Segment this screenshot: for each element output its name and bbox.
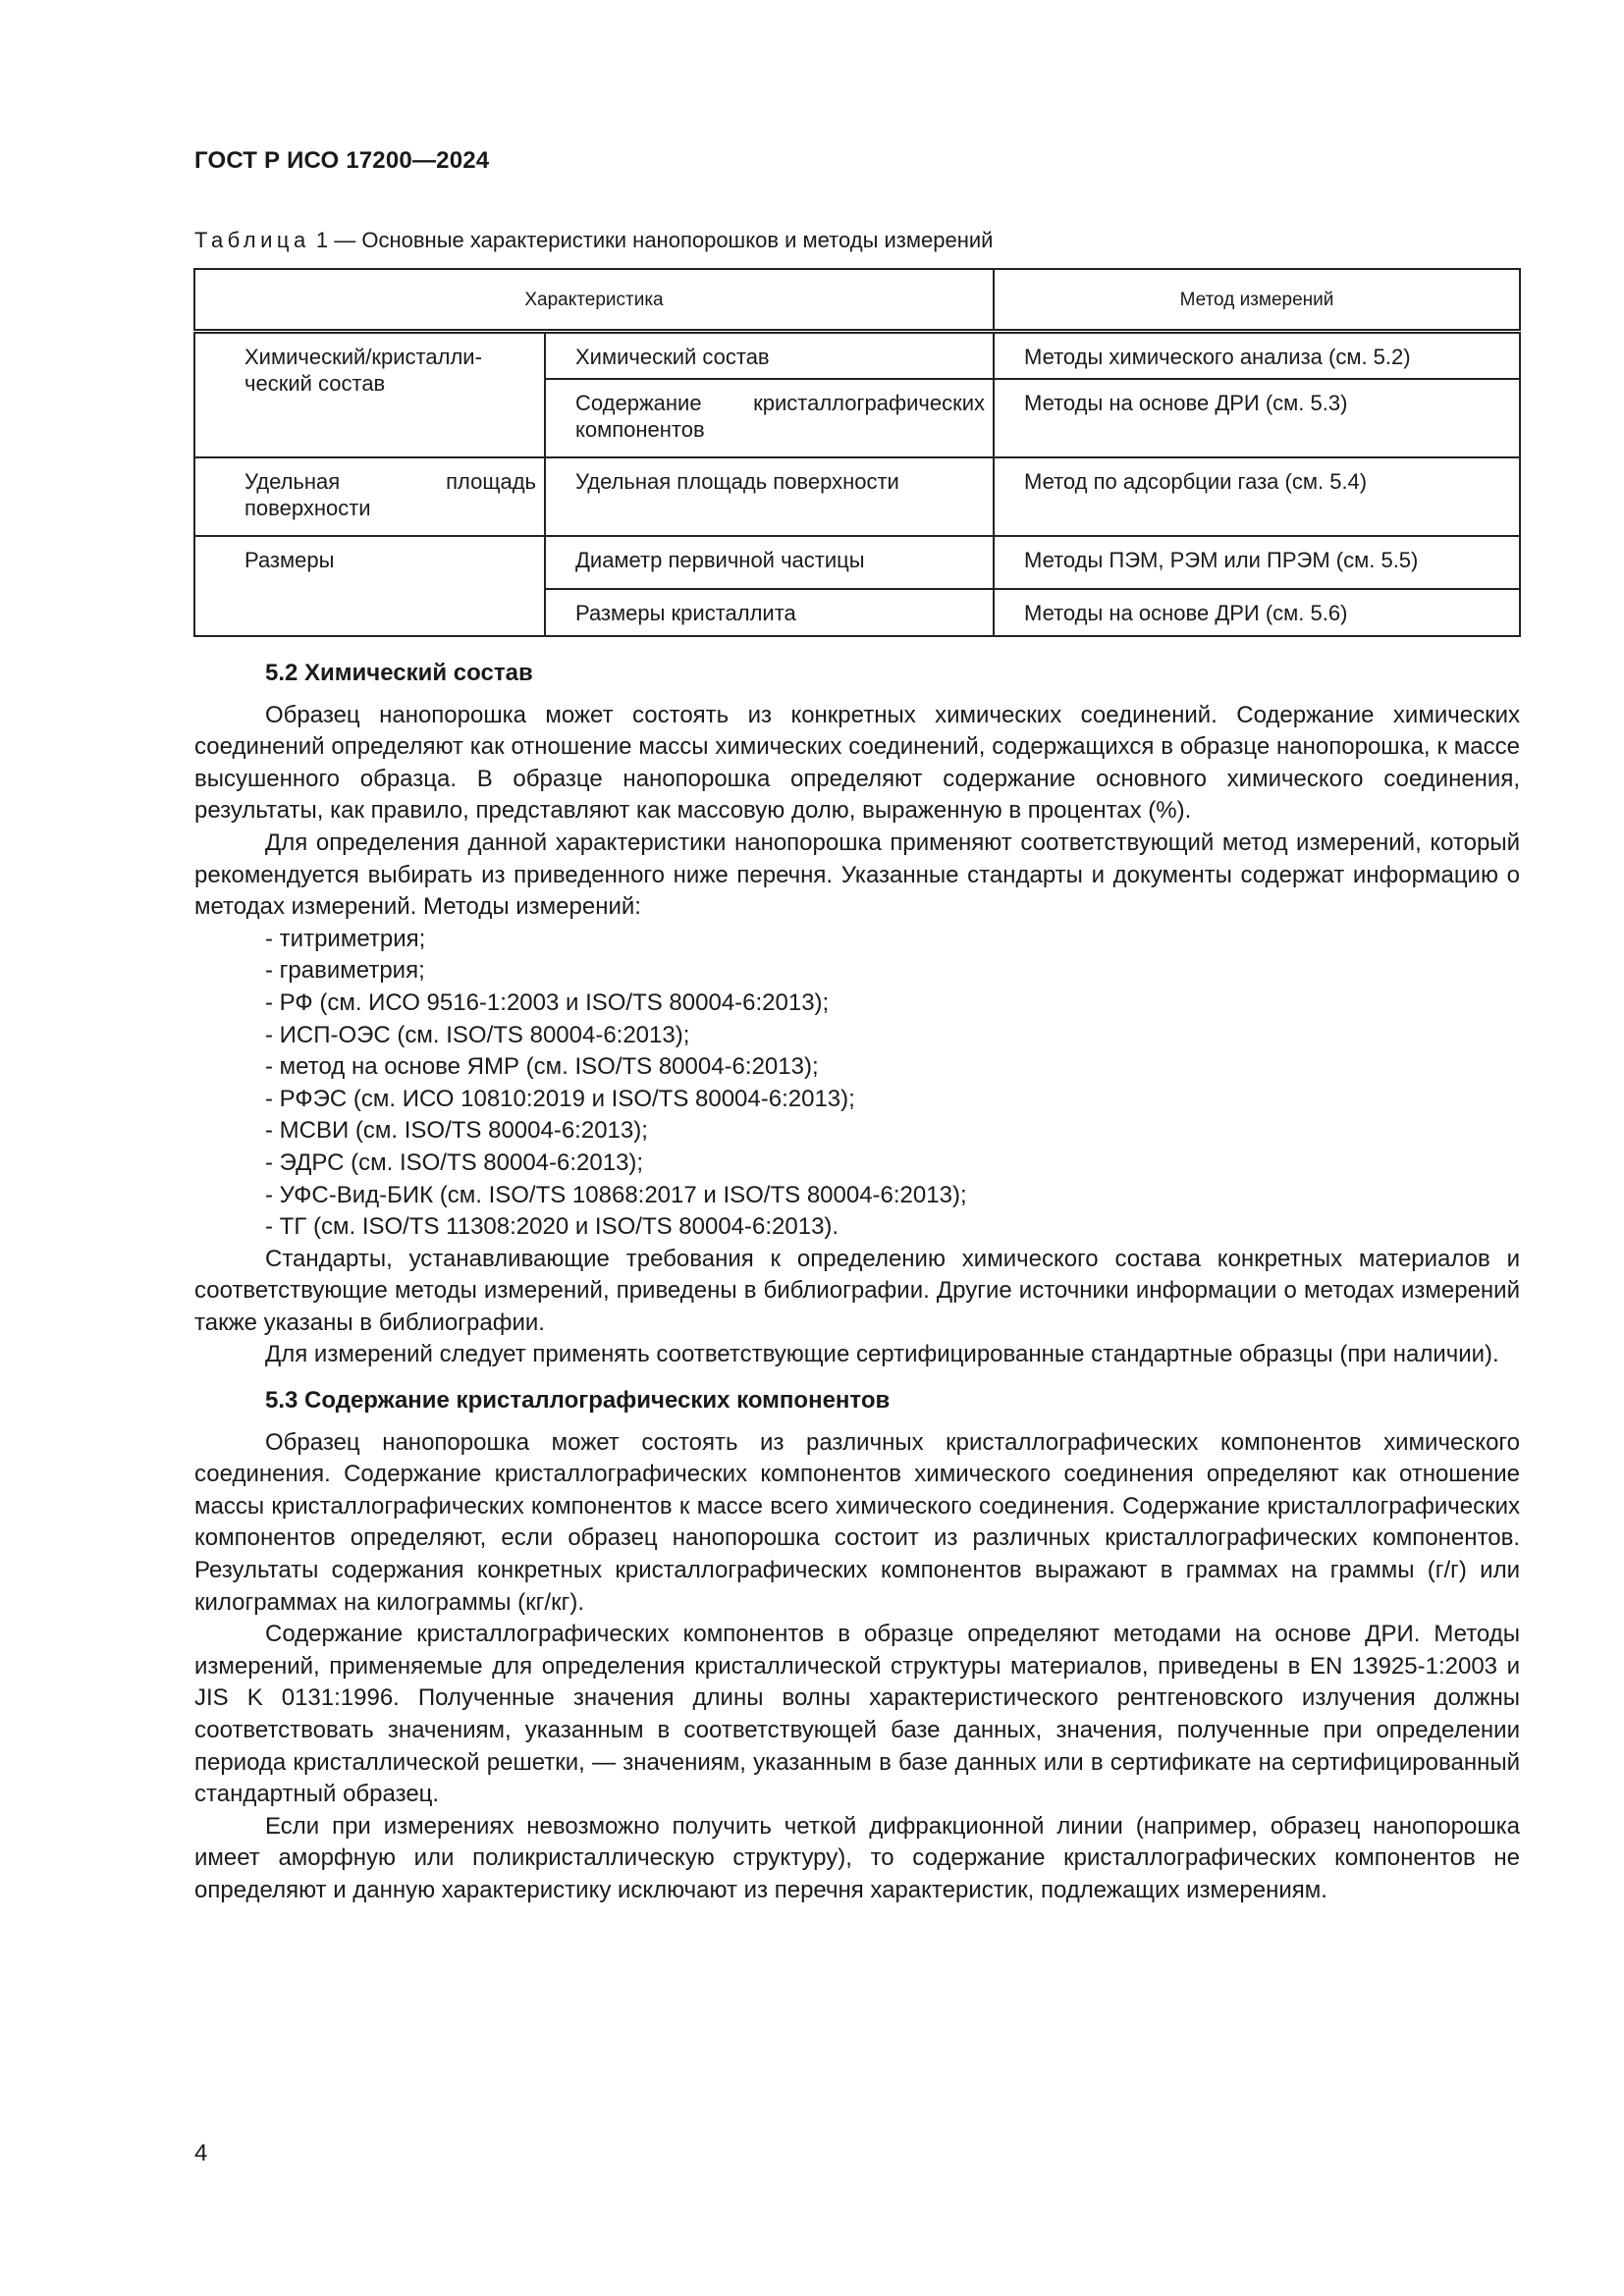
list-item: - УФС-Вид-БИК (см. ISO/TS 10868:2017 и ISO/TS 80004-6:2013); <box>265 1180 1520 1212</box>
method-cell: Методы на основе ДРИ (см. 5.3) <box>994 379 1520 457</box>
paragraph: Если при измерениях невозможно получить четкой дифракционной линии (например, образец нанопорошка имеет аморфную или поликристаллическую структуру), то содержание кристаллографических компонентов не определяют и данную характеристику исключают из перечня характеристик, подлежащих измерениям. <box>194 1812 1520 1903</box>
table-caption-number: 1 <box>315 228 329 252</box>
table-caption-prefix: Таблица <box>194 228 310 252</box>
group-cell: Размеры <box>194 536 545 636</box>
characteristics-table <box>193 268 1521 637</box>
parameter-cell: Химический состав <box>545 332 994 379</box>
list-item: - МСВИ (см. ISO/TS 80004-6:2013); <box>265 1115 1520 1148</box>
page-number: 4 <box>194 2140 208 2166</box>
parameter-cell: Размеры кристаллита <box>545 589 994 636</box>
header-method: Метод измерений <box>994 269 1520 332</box>
group-cell: Удельная площадь поверхности <box>194 457 545 536</box>
list-item: - ТГ (см. ISO/TS 11308:2020 и ISO/TS 80004-6:2013). <box>265 1211 1520 1244</box>
parameter-cell: Удельная площадь поверхности <box>545 457 994 536</box>
paragraph: Образец нанопорошка может состоять из различных кристаллографических компонентов химического соединения. Содержание кристаллографических компонентов химического соединения определяют как отношение массы кристаллографических компонентов к массе всего химического соединения. Содержание кристаллографических компонентов определяют, если образец нанопорошка состоит из различных кристаллографических компонентов. Результаты содержания конкретных кристаллографических компонентов выражают в граммах на граммы (г/г) или килограммах на килограммы (кг/кг). <box>194 1428 1520 1616</box>
list-item: - титриметрия; <box>265 924 1520 956</box>
parameter-cell: Содержание кристаллографических компонентов <box>545 379 994 457</box>
list-item: - РФЭС (см. ИСО 10810:2019 и ISO/TS 80004-6:2013); <box>265 1084 1520 1116</box>
table-caption <box>194 228 993 253</box>
list-item: - метод на основе ЯМР (см. ISO/TS 80004-6:2013); <box>265 1051 1520 1084</box>
section-title-5-2: 5.2 Химический состав <box>265 660 533 686</box>
table-row <box>194 332 1520 379</box>
list-item: - ИСП-ОЭС (см. ISO/TS 80004-6:2013); <box>265 1020 1520 1052</box>
method-cell: Методы ПЭМ, РЭМ или ПРЭМ (см. 5.5) <box>994 536 1520 589</box>
paragraph: Стандарты, устанавливающие требования к определению химического состава конкретных материалов и соответствующие методы измерений, приведены в библиографии. Другие источники информации о методах измерений также указаны в библиографии. <box>194 1245 1520 1336</box>
header-characteristic: Характеристика <box>194 269 994 332</box>
section-title-5-3: 5.3 Содержание кристаллографических компонентов <box>265 1387 891 1415</box>
paragraph: Для определения данной характеристики нанопорошка применяют соответствующий метод измерений, который рекомендуется выбирать из приведенного ниже перечня. Указанные стандарты и документы содержат информацию о методах измерений. Методы измерений: <box>194 828 1520 921</box>
group-cell: Химический/кристалли-ческий состав <box>194 332 545 457</box>
table-header-row <box>194 269 1520 332</box>
method-cell: Методы на основе ДРИ (см. 5.6) <box>994 589 1520 636</box>
method-cell: Метод по адсорбции газа (см. 5.4) <box>994 457 1520 536</box>
method-cell: Методы химического анализа (см. 5.2) <box>994 332 1520 379</box>
paragraph: Для измерений следует применять соответствующие сертифицированные стандартные образцы (при наличии). <box>265 1341 1499 1368</box>
table-caption-text: — Основные характеристики нанопорошков и методы измерений <box>328 228 994 252</box>
paragraph: Образец нанопорошка может состоять из конкретных химических соединений. Содержание химических соединений определяют как отношение массы химических соединений, содержащихся в образце нанопорошка, к массе высушенного образца. В образце нанопорошка определяют содержание основного химического соединения, результаты, как правило, представляют как массовую долю, выраженную в процентах (%). <box>194 701 1520 825</box>
methods-list <box>194 924 1520 1244</box>
document-body <box>194 658 1520 1907</box>
list-item: - гравиметрия; <box>265 955 1520 988</box>
document-header: ГОСТ Р ИСО 17200—2024 <box>194 147 490 174</box>
paragraph: Содержание кристаллографических компонентов в образце определяют методами на основе ДРИ. Методы измерений, применяемые для определения кристаллической структуры материалов, приведены в EN 13925-1:2003 и JIS K 0131:1996. Полученные значения длины волны характеристического рентгеновского излучения должны соответствовать значениям, указанным в соответствующей базе данных, значения, полученные при определении периода кристаллической решетки, — значениям, указанным в базе данных или в сертификате на сертифицированный стандартный образец. <box>194 1621 1520 1808</box>
list-item: - ЭДРС (см. ISO/TS 80004-6:2013); <box>265 1148 1520 1180</box>
parameter-cell: Диаметр первичной частицы <box>545 536 994 589</box>
table-row <box>194 457 1520 536</box>
table-row <box>194 536 1520 589</box>
list-item: - РФ (см. ИСО 9516-1:2003 и ISO/TS 80004-6:2013); <box>265 988 1520 1020</box>
